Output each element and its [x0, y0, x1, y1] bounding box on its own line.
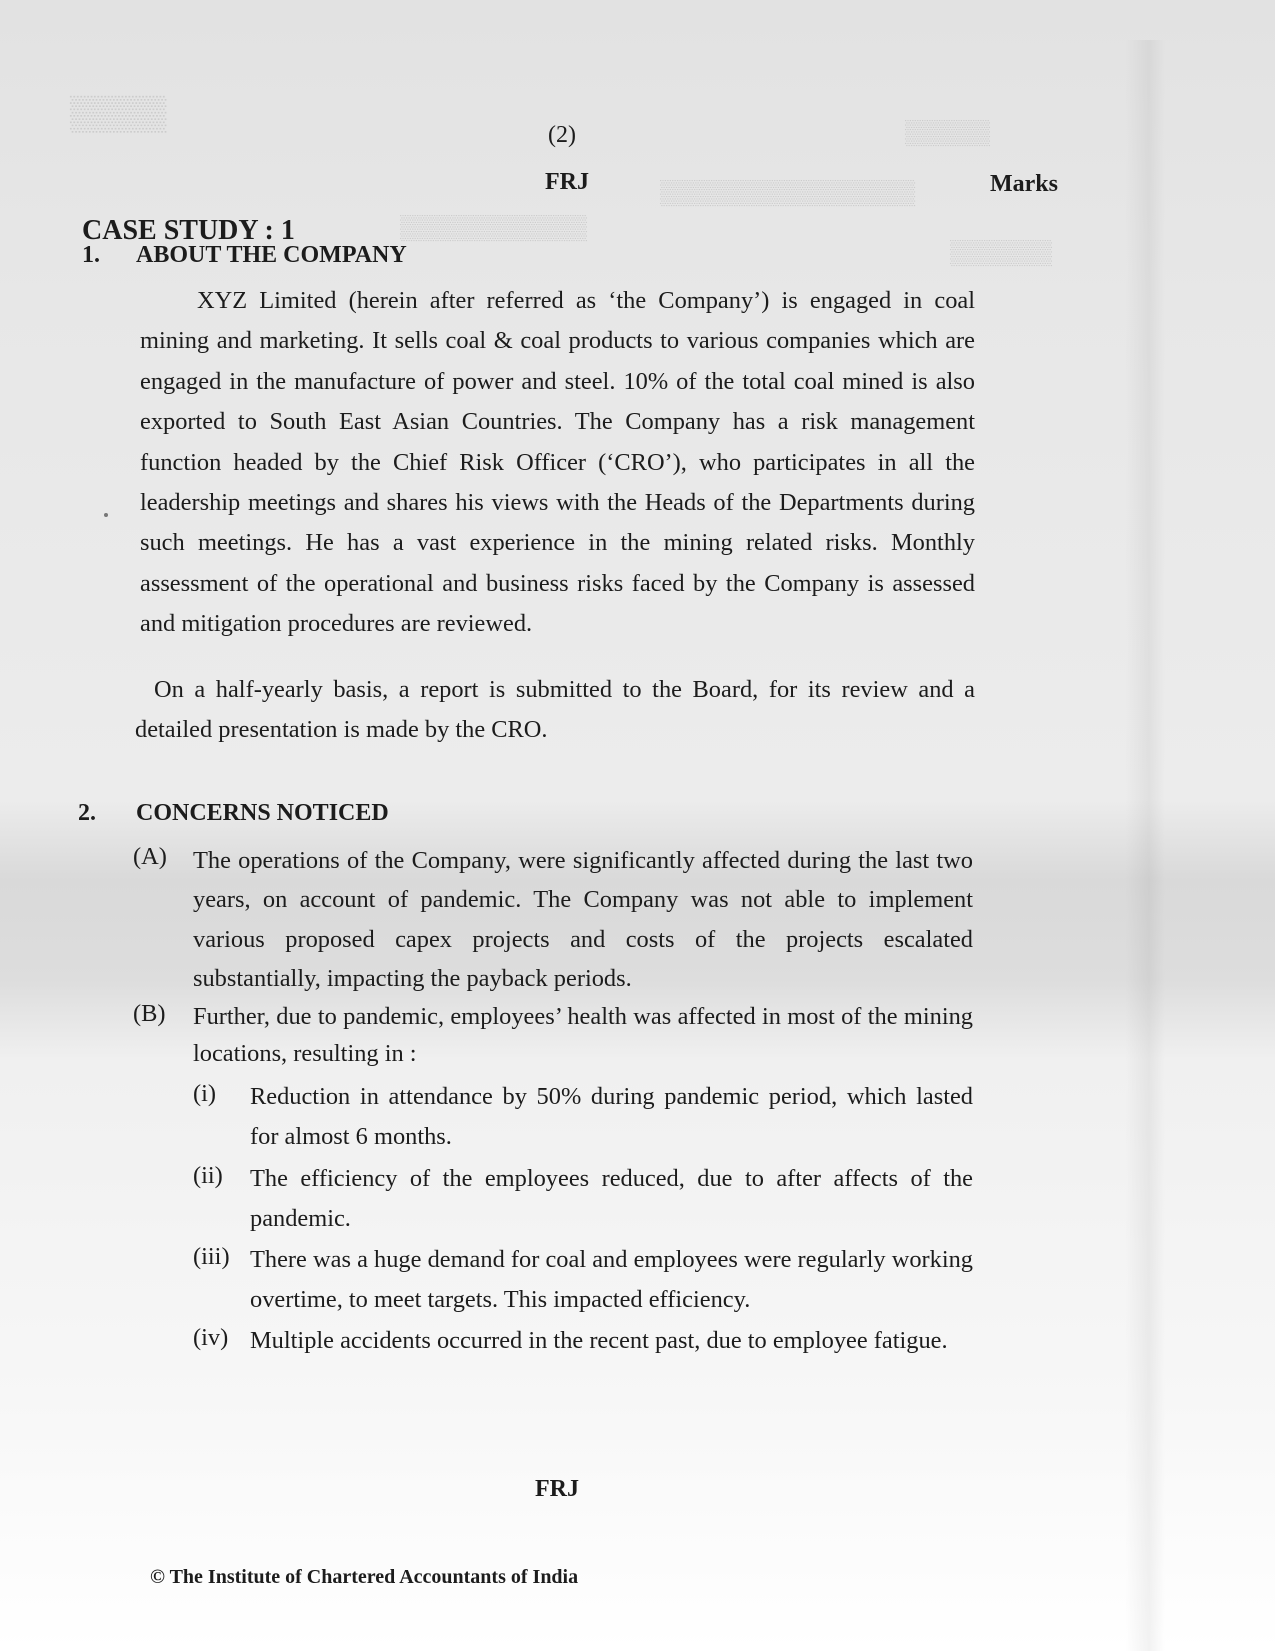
show-through-artifact: ▒▒▒▒▒	[905, 120, 991, 146]
scan-speck	[104, 513, 108, 517]
section-number: 2.	[78, 800, 96, 826]
point-label: (A)	[133, 843, 167, 870]
paper-code-header: FRJ	[545, 169, 589, 195]
paper-code-footer: FRJ	[535, 1476, 579, 1502]
point-label: (B)	[133, 1000, 166, 1027]
subpoint-text: The efficiency of the employees reduced, due to after affects of the pandemic.	[250, 1165, 973, 1232]
subpoint-label: (iv)	[193, 1324, 229, 1351]
point-text: Further, due to pandemic, employees’ health was affected in most of the mining locations, resulting in :	[193, 1003, 973, 1067]
subpoint-label: (i)	[193, 1080, 217, 1107]
page-edge-shadow	[1125, 40, 1165, 1651]
copyright-notice: © The Institute of Chartered Accountants of India	[150, 1566, 579, 1588]
section-title: CONCERNS NOTICED	[136, 800, 389, 826]
marks-column-label: Marks	[990, 171, 1058, 197]
show-through-artifact: ▒▒▒▒▒▒▒▒▒▒▒	[400, 215, 588, 241]
section-paragraph: XYZ Limited (herein after referred as ‘the Company’) is engaged in coal mining and marketing. It sells coal & coal products to various companies which are engaged in the manufacture of power and steel. 10% of the total coal mined is also exported to South East Asian Countries. The Company has a risk management function headed by the Chief Risk Officer (‘CRO’), who participates in all the leadership meetings and shares his views with the Heads of the Departments during such meetings. He has a vast experience in the mining related risks. Monthly assessment of the operational and business risks faced by the Company is assessed and mitigation procedures are reviewed.	[140, 287, 975, 638]
show-through-artifact: ▒▒▒▒	[70, 95, 167, 132]
show-through-artifact: ▒▒▒▒▒▒	[950, 240, 1053, 266]
point-text: The operations of the Company, were significantly affected during the last two years, on account of pandemic. The Company was not able to implement various proposed capex projects and costs of the projects escalated substantially, impacting the payback periods.	[193, 847, 973, 992]
subpoint-label: (iii)	[193, 1243, 230, 1270]
subpoint-label: (ii)	[193, 1162, 223, 1189]
section-title: ABOUT THE COMPANY	[136, 242, 407, 268]
subpoint-text: Multiple accidents occurred in the recent past, due to employee fatigue.	[250, 1327, 948, 1354]
section-number: 1.	[82, 242, 100, 268]
subpoint-text: Reduction in attendance by 50% during pandemic period, which lasted for almost 6 months.	[250, 1083, 973, 1150]
section-paragraph: On a half-yearly basis, a report is submitted to the Board, for its review and a detailed presentation is made by the CRO.	[135, 676, 975, 744]
show-through-artifact: ▒▒▒▒▒▒▒▒▒▒▒▒▒▒▒	[660, 180, 916, 206]
page-number: (2)	[548, 122, 576, 148]
case-study-title: CASE STUDY : 1	[82, 215, 295, 246]
subpoint-text: There was a huge demand for coal and employees were regularly working overtime, to meet targets. This impacted efficiency.	[250, 1246, 973, 1313]
